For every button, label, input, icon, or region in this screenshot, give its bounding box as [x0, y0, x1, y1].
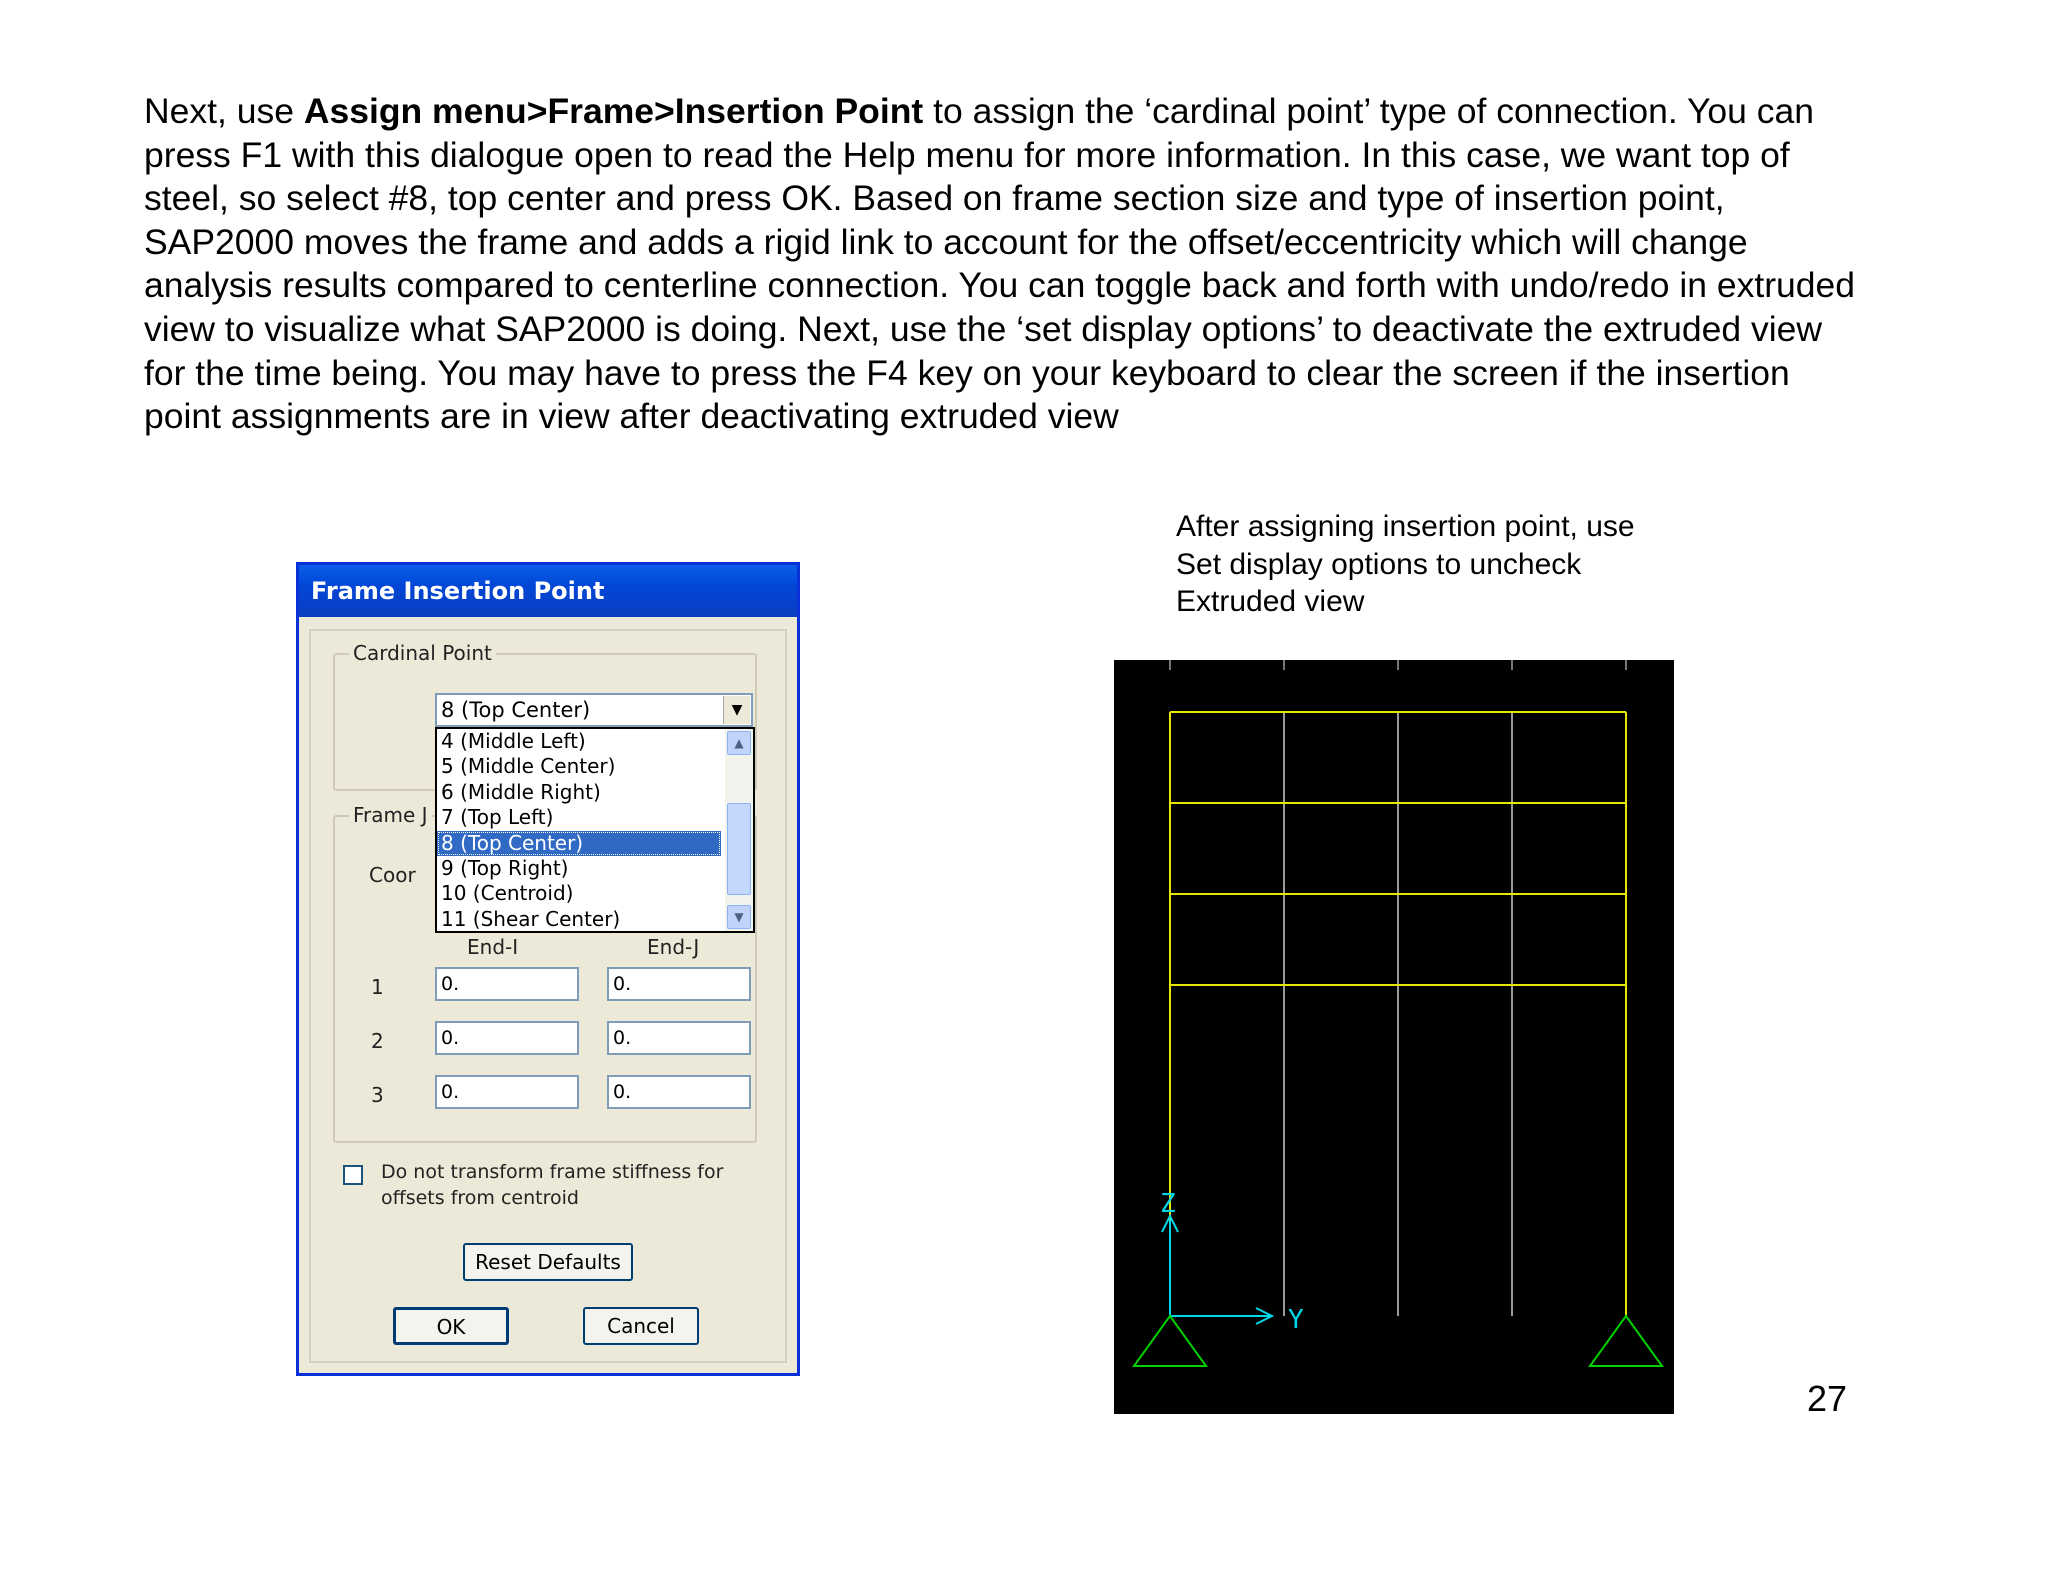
scroll-thumb[interactable]	[727, 803, 751, 895]
list-item-selected[interactable]: 8 (Top Center)	[437, 831, 721, 856]
intro-text-start: Next, use	[144, 91, 304, 131]
structure-display-window[interactable]	[1114, 660, 1674, 1414]
frame-group-label: Frame J	[349, 803, 432, 827]
list-item[interactable]: 9 (Top Right)	[441, 855, 569, 880]
list-item[interactable]: 10 (Centroid)	[441, 881, 574, 906]
list-item[interactable]: 5 (Middle Center)	[441, 754, 616, 779]
checkbox-label-line1: Do not transform frame stiffness for	[381, 1161, 724, 1183]
list-scrollbar[interactable]	[725, 729, 753, 931]
frame-elevation-drawing	[1114, 660, 1674, 1414]
row-label: 3	[371, 1083, 384, 1107]
offset-1-end-j-input[interactable]: 0.	[607, 967, 751, 1001]
coordinate-label: Coor	[369, 863, 416, 887]
intro-paragraph	[144, 90, 1864, 439]
cancel-button[interactable]: Cancel	[583, 1307, 699, 1345]
intro-text-rest: to assign the ‘cardinal point’ type of connection. You can press F1 with this dialogue open to read the Help menu for more information. In this case, we want top of steel, so select #8, top center and press OK. Based on frame section size and type of insertion point, SAP2000 moves the frame and adds a rigid link to account for the offset/eccentricity which will change analysis results compared to centerline connection. You can toggle back and forth with undo/redo in extruded view to visualize what SAP2000 is doing. Next, use the ‘set display options’ to deactivate the extruded view for the time being. You may have to press the F4 key on your keyboard to clear the screen if the insertion point assignments are in view after deactivating extruded view	[144, 91, 1856, 437]
end-i-label: End-I	[467, 935, 519, 959]
row-label: 1	[371, 975, 384, 999]
selected-value: 8 (Top Center)	[441, 698, 591, 722]
caption: After assigning insertion point, use Set display options to uncheck Extruded view	[1176, 510, 1635, 618]
chevron-down-icon[interactable]: ▼	[723, 696, 750, 724]
ok-button[interactable]: OK	[393, 1307, 509, 1345]
scroll-down-icon[interactable]: ▼	[727, 905, 751, 929]
offset-3-end-i-input[interactable]: 0.	[435, 1075, 579, 1109]
cardinal-point-dropdown-list[interactable]	[435, 727, 755, 933]
scroll-up-icon[interactable]: ▲	[727, 731, 751, 755]
reset-defaults-button[interactable]: Reset Defaults	[463, 1243, 633, 1281]
offset-3-end-j-input[interactable]: 0.	[607, 1075, 751, 1109]
row-label: 2	[371, 1029, 384, 1053]
page-number: 27	[1807, 1378, 1848, 1419]
dialog-title: Frame Insertion Point	[299, 565, 797, 617]
frame-insertion-point-dialog	[296, 562, 800, 1376]
top-ticks	[1170, 660, 1626, 670]
list-item[interactable]: 6 (Middle Right)	[441, 779, 601, 804]
offset-2-end-i-input[interactable]: 0.	[435, 1021, 579, 1055]
cardinal-point-label: Cardinal Point	[349, 641, 496, 665]
list-item[interactable]: 7 (Top Left)	[441, 805, 554, 830]
cardinal-point-select[interactable]	[435, 693, 753, 727]
intro-menu-path: Assign menu>Frame>Insertion Point	[303, 91, 924, 131]
offset-1-end-i-input[interactable]: 0.	[435, 967, 579, 1001]
checkbox-label	[381, 1159, 723, 1211]
transform-stiffness-checkbox[interactable]	[343, 1165, 363, 1185]
axis-y-label: Y	[1288, 1305, 1304, 1335]
offset-2-end-j-input[interactable]: 0.	[607, 1021, 751, 1055]
axis-z-label: Z	[1160, 1189, 1176, 1219]
global-axes	[1162, 1216, 1272, 1324]
list-item[interactable]: 11 (Shear Center)	[441, 906, 621, 931]
end-j-label: End-J	[647, 935, 700, 959]
pin-supports	[1134, 1316, 1662, 1366]
checkbox-label-line2: offsets from centroid	[381, 1187, 579, 1209]
list-item[interactable]: 4 (Middle Left)	[441, 729, 586, 753]
dialog-body	[309, 629, 787, 1363]
